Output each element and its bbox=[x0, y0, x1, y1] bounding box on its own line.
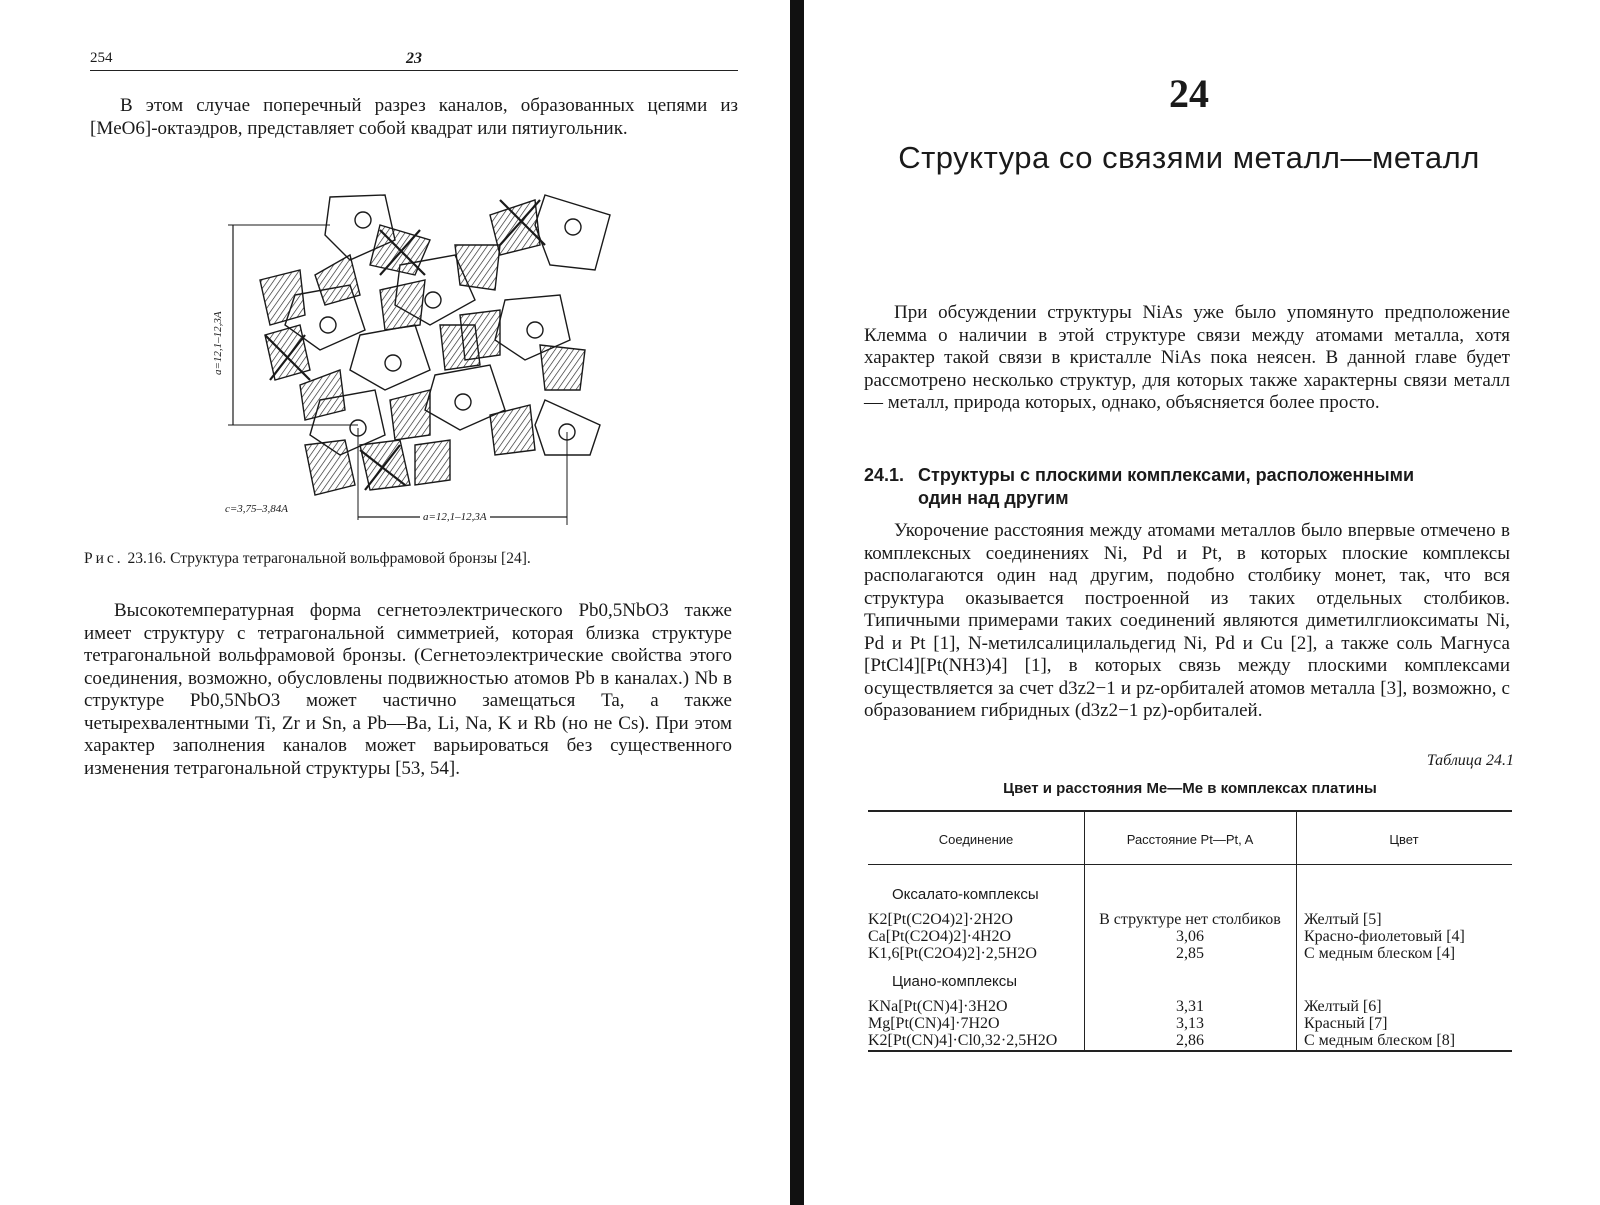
table-cell-color: С медным блеском [4] bbox=[1304, 945, 1456, 962]
section-title-line1: Структуры с плоскими комплексами, расположенными bbox=[918, 465, 1415, 485]
table-cell-compound: KNa[Pt(CN)4]·3H2O bbox=[868, 998, 1008, 1015]
dimension-c: c=3,75–3,84A bbox=[225, 503, 289, 515]
table-cell-distance: 2,86 bbox=[1176, 1032, 1204, 1049]
table-cell-color: Красно-фиолетовый [4] bbox=[1304, 928, 1465, 945]
table-cell-distance: 3,13 bbox=[1176, 1015, 1204, 1032]
section-number: 24.1. bbox=[864, 465, 905, 485]
section-heading bbox=[864, 464, 1484, 510]
caption-text: 23.16. Структура тетрагональной вольфрамовой бронзы [24]. bbox=[127, 550, 531, 567]
table-cell-compound: K2[Pt(C2O4)2]·2H2O bbox=[868, 911, 1013, 928]
section-paragraph: Укорочение расстояния между атомами металлов было впервые отмечено в комплексных соединениях Ni, Pd и Pt, в которых плоские комплексы располагаются один над другим, подобно столбику монет, так, что вся структура оказывается построенной из таких отдельных столбиков. Типичными примерами таких соединений являются диметилглиоксиматы Ni, Pd и Pt [1], N-метилсалицилальдегид Ni, Pd и Cu [2], а также соль Магнуса [PtCl4][Pt(NH3)4] [1], в которых связь между плоскими комплексами осуществляется за счет d3z2−1 и pz-орбиталей атомов металла [3], возможно, с образованием гибридных (d3z2−1 pz)-орбиталей. bbox=[864, 520, 1510, 721]
table-cell-color: Желтый [5] bbox=[1304, 911, 1382, 928]
intro-paragraph: В этом случае поперечный разрез каналов, образованных цепями из [MeO6]-октаэдров, представляет собой квадрат или пятиугольник. bbox=[90, 95, 738, 139]
right-page bbox=[804, 0, 1600, 1205]
book-spine bbox=[790, 0, 804, 1205]
table-group-cyano: Циано-комплексы bbox=[892, 973, 1018, 990]
table-group-oxalato: Оксалато-комплексы bbox=[892, 886, 1039, 903]
running-chapter-number: 23 bbox=[406, 50, 422, 67]
table-cell-color: Красный [7] bbox=[1304, 1015, 1388, 1032]
body-paragraph: Высокотемпературная форма сегнетоэлектрического Pb0,5NbO3 также имеет структуру с тетрагональной симметрией, которая близка структуре тетрагональной вольфрамовой бронзы. (Сегнетоэлектрические свойства этого соединения, возможно, обусловлены подвижностью атомов Pb в каналах.) Nb в структуре Pb0,5NbO3 может частично замещаться Ta, а также четырехвалентными Ti, Zr и Sn, а Pb—Ba, Li, Na, K и Rb (но не Cs). При этом характер заполнения каналов может варьироваться без существенного изменения тетрагональной структуры [53, 54]. bbox=[84, 600, 732, 779]
section-title-line2: один над другим bbox=[918, 488, 1069, 508]
table-cell-compound: Ca[Pt(C2O4)2]·4H2O bbox=[868, 928, 1012, 945]
figure-caption bbox=[84, 550, 744, 568]
dimension-a-horizontal: a=12,1–12,3A bbox=[420, 511, 490, 523]
table-bottom-rule bbox=[868, 1050, 1512, 1052]
page-number: 254 bbox=[90, 50, 113, 66]
table-cell-compound: K2[Pt(CN)4]·Cl0,32·2,5H2O bbox=[868, 1032, 1058, 1049]
table-top-rule bbox=[868, 810, 1512, 812]
table-cell-color: Желтый [6] bbox=[1304, 998, 1382, 1015]
table-header-compound: Соединение bbox=[938, 832, 1014, 847]
dimension-a-vertical: a=12,1–12,3A bbox=[212, 311, 224, 375]
table-title: Цвет и расстояния Me—Me в комплексах платины bbox=[1003, 780, 1377, 797]
table-label: Таблица 24.1 bbox=[1426, 752, 1514, 769]
crystal-structure-figure bbox=[200, 185, 620, 530]
table-cell-distance: 3,06 bbox=[1176, 928, 1204, 945]
table-cell-distance: 2,85 bbox=[1176, 945, 1204, 962]
table-cell-distance: 3,31 bbox=[1176, 998, 1204, 1015]
chapter-number: 24 bbox=[1169, 71, 1209, 116]
caption-prefix: Рис. bbox=[84, 550, 124, 567]
table-header-rule bbox=[868, 864, 1512, 865]
table-header-distance: Расстояние Pt—Pt, A bbox=[1126, 832, 1254, 847]
table-cell-compound: Mg[Pt(CN)4]·7H2O bbox=[868, 1015, 1000, 1032]
table-cell-compound: K1,6[Pt(C2O4)2]·2,5H2O bbox=[868, 945, 1037, 962]
table-header-color: Цвет bbox=[1389, 832, 1419, 847]
chapter-title: Структура со связями металл—металл bbox=[898, 140, 1480, 175]
table-cell-distance: В структуре нет столбиков bbox=[1099, 911, 1281, 928]
chapter-intro-paragraph: При обсуждении структуры NiAs уже было упомянуто предположение Клемма о наличии в этой структуре связи между атомами металла, хотя характер такой связи в кристалле NiAs пока неясен. В данной главе будет рассмотрено несколько структур, для которых также характерны связи металл — металл, природа которых, однако, объясняется более просто. bbox=[864, 302, 1510, 413]
left-page bbox=[0, 0, 790, 1205]
running-header bbox=[90, 48, 738, 71]
platinum-complexes-table bbox=[868, 810, 1512, 1056]
table-cell-color: С медным блеском [8] bbox=[1304, 1032, 1456, 1049]
bronze-structure-diagram bbox=[200, 185, 620, 530]
